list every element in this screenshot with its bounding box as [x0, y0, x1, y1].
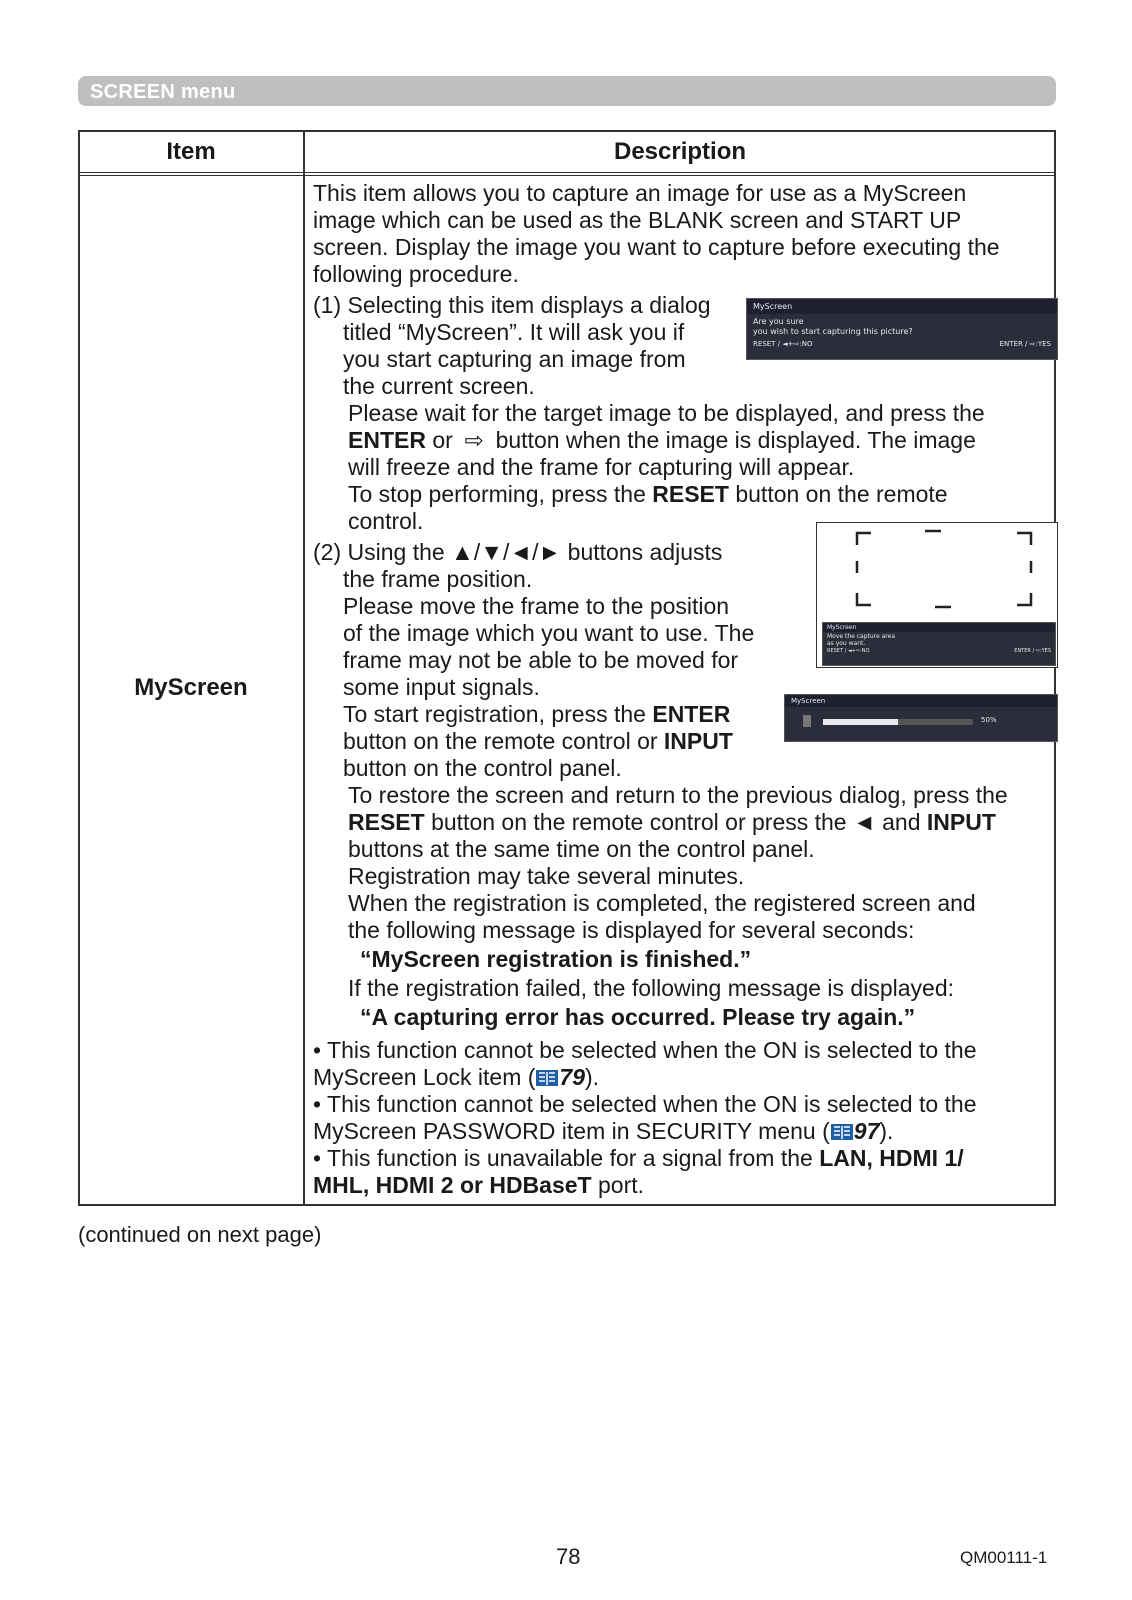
document-code: QM00111-1 — [960, 1548, 1048, 1567]
step2-line: When the registration is completed, the registered screen and — [348, 890, 976, 916]
page-ref[interactable]: 79 — [559, 1064, 585, 1090]
desc-line: screen. Display the image you want to capture before executing the — [313, 234, 1000, 260]
step1-line: will freeze and the frame for capturing will appear. — [348, 454, 855, 480]
note-line: MHL, HDMI 2 or HDBaseT port. — [313, 1172, 645, 1198]
step2-line: If the registration failed, the following message is displayed: — [348, 975, 954, 1001]
step2-line: (2) Using the ▲/▼/◄/► buttons adjusts — [313, 539, 723, 565]
step1-line: titled “MyScreen”. It will ask you if — [343, 319, 685, 345]
step2-line: To start registration, press the ENTER — [343, 701, 731, 727]
myscreen-confirm-dialog: MyScreen Are you sure you wish to start capturing this picture? RESET / ◄+⇨:NO ENTER / ⇨:YES — [746, 298, 1058, 360]
dialog-title: MyScreen — [785, 695, 1057, 707]
section-title: SCREEN menu — [90, 81, 236, 103]
dialog-yes-button[interactable]: ENTER / ⇨:YES — [1014, 648, 1051, 654]
step2-line: frame may not be able to be moved for — [343, 647, 739, 673]
step2-line: To restore the screen and return to the previous dialog, press the — [348, 782, 1008, 808]
page-number: 78 — [556, 1544, 581, 1569]
book-ref-icon — [535, 1067, 559, 1087]
note-line: MyScreen PASSWORD item in SECURITY menu ( 97). — [313, 1118, 894, 1144]
step2-line: buttons at the same time on the control panel. — [348, 836, 815, 862]
myscreen-progress-dialog — [784, 694, 1058, 742]
section-header-bar — [78, 76, 1056, 106]
input-icon: ⇨ — [464, 427, 484, 453]
note-line: MyScreen Lock item ( 79). — [313, 1064, 600, 1090]
step2-line: the frame position. — [343, 566, 533, 592]
item-name: MyScreen — [134, 674, 248, 701]
step1-line: control. — [348, 508, 424, 534]
error-message: “A capturing error has occurred. Please try again.” — [360, 1004, 916, 1030]
step2-line: some input signals. — [343, 674, 540, 700]
header-description: Description — [613, 138, 747, 165]
step2-line: RESET button on the remote control or press the ◄ and INPUT — [348, 809, 996, 835]
step1-line: (1) Selecting this item displays a dialog — [313, 292, 711, 318]
book-ref-icon — [830, 1121, 854, 1141]
progress-track — [823, 719, 973, 725]
progress-label: 50% — [981, 716, 997, 724]
hourglass-icon — [803, 715, 811, 727]
step1-line: To stop performing, press the RESET button on the remote — [348, 481, 948, 507]
dialog-yes-button[interactable]: ENTER / ⇨:YES — [999, 340, 1051, 348]
desc-line: image which can be used as the BLANK screen and START UP — [313, 207, 962, 233]
note-line: • This function cannot be selected when the ON is selected to the — [313, 1091, 977, 1117]
step2-line: Please move the frame to the position — [343, 593, 730, 619]
progress-fill — [823, 719, 898, 725]
note-line: • This function is unavailable for a signal from the LAN, HDMI 1/ — [313, 1145, 964, 1171]
step2-line: of the image which you want to use. The — [343, 620, 755, 646]
continued-note: (continued on next page) — [78, 1222, 322, 1247]
header-item: Item — [166, 138, 216, 165]
step2-line: the following message is displayed for several seconds: — [348, 917, 915, 943]
page-ref[interactable]: 97 — [853, 1118, 880, 1144]
step2-line: button on the control panel. — [343, 755, 622, 781]
step1-line: the current screen. — [343, 373, 535, 399]
dialog-title: MyScreen — [747, 299, 1057, 314]
step2-line: button on the remote control or INPUT — [343, 728, 733, 754]
dialog-no-button[interactable]: RESET / ◄+⇨:NO — [827, 648, 870, 654]
step1-line: Please wait for the target image to be displayed, and press the — [348, 400, 985, 426]
desc-line: This item allows you to capture an image for use as a MyScreen — [313, 180, 967, 206]
dialog-title: MyScreen — [823, 623, 1055, 632]
step1-line: you start capturing an image from — [343, 346, 686, 372]
desc-line: following procedure. — [313, 261, 519, 287]
step2-line: Registration may take several minutes. — [348, 863, 745, 889]
success-message: “MyScreen registration is finished.” — [360, 946, 752, 972]
dialog-no-button[interactable]: RESET / ◄+⇨:NO — [753, 340, 813, 348]
note-line: • This function cannot be selected when the ON is selected to the — [313, 1037, 977, 1063]
myscreen-move-dialog: MyScreen Move the capture area as you want. RESET / ◄+⇨:NO ENTER / ⇨:YES — [822, 622, 1056, 666]
step1-line: ENTER or ⇨ button when the image is displayed. The image — [348, 427, 976, 453]
